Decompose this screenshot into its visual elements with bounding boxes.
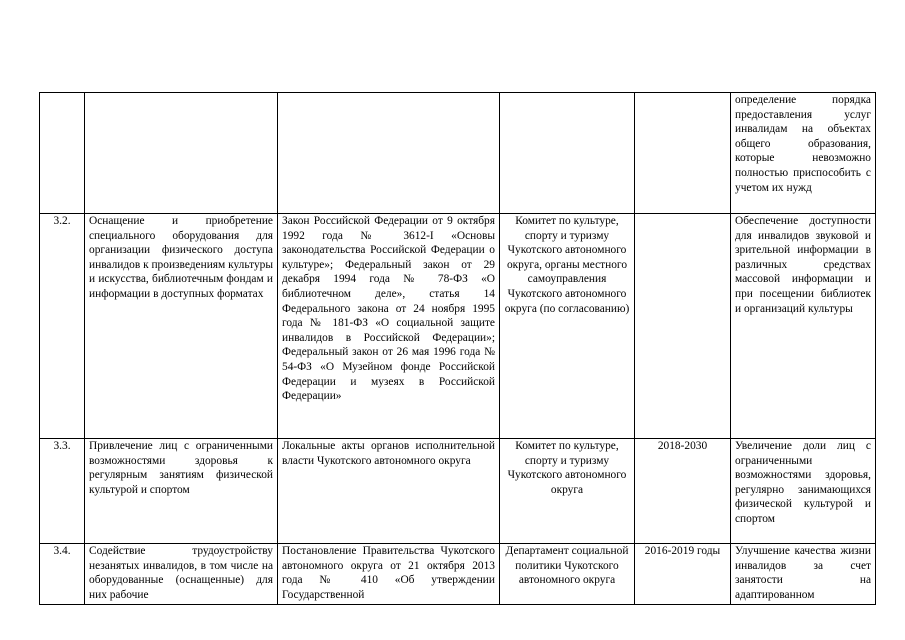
term-cell: 2018-2030 xyxy=(635,439,731,544)
measure-name-cell xyxy=(85,93,278,214)
term-cell xyxy=(635,93,731,214)
measure-name-cell: Содействие трудоустройству незанятых инвалидов, в том числе на оборудованные (оснащенные) для них рабочие xyxy=(85,544,278,605)
term-cell xyxy=(635,214,731,439)
result-cell: Улучшение качества жизни инвалидов за счет занятости на адаптированном xyxy=(731,544,876,605)
legal-basis-cell xyxy=(278,93,500,214)
table-row xyxy=(40,544,876,605)
table-row xyxy=(40,93,876,214)
result-cell: Обеспечение доступности для инвалидов звуковой и зрительной информации в различных средствах массовой информации и при посещении библиотек и организаций культуры xyxy=(731,214,876,439)
executor-cell: Комитет по культуре, спорту и туризму Чукотского автономного округа xyxy=(500,439,635,544)
result-cell: определение порядка предоставления услуг инвалидам на объектах общего образования, которые невозможно полностью приспособить с учетом их нужд xyxy=(731,93,876,214)
table-row xyxy=(40,214,876,439)
result-cell: Увеличение доли лиц с ограниченными возможностями здоровья, регулярно занимающихся физической культурой и спортом xyxy=(731,439,876,544)
row-number-cell: 3.4. xyxy=(40,544,85,605)
table-row xyxy=(40,439,876,544)
row-number-cell: 3.3. xyxy=(40,439,85,544)
executor-cell: Департамент социальной политики Чукотского автономного округа xyxy=(500,544,635,605)
row-number-cell xyxy=(40,93,85,214)
term-cell: 2016-2019 годы xyxy=(635,544,731,605)
row-number-cell: 3.2. xyxy=(40,214,85,439)
executor-cell xyxy=(500,93,635,214)
legal-basis-cell: Закон Российской Федерации от 9 октября 1992 года № 3612-I «Основы законодательства Российской Федерации о культуре»; Федеральный закон от 29 декабря 1994 года № 78-ФЗ «О библиотечном деле», статья 14 Федерального закона от 24 ноября 1995 года № 181-ФЗ «О социальной защите инвалидов в Российской Федерации»; Федеральный закон от 26 мая 1996 года № 54-ФЗ «О Музейном фонде Российской Федерации и музеях в Российской Федерации» xyxy=(278,214,500,439)
measure-name-cell: Оснащение и приобретение специального оборудования для организации физического доступа инвалидов к произведениям культуры и искусства, библиотечным фондам и информации в доступных форматах xyxy=(85,214,278,439)
measure-name-cell: Привлечение лиц с ограниченными возможностями здоровья к регулярным занятиям физической культурой и спортом xyxy=(85,439,278,544)
legal-basis-cell: Постановление Правительства Чукотского автономного округа от 21 октября 2013 года № 410 «Об утверждении Государственной xyxy=(278,544,500,605)
legal-basis-cell: Локальные акты органов исполнительной власти Чукотского автономного округа xyxy=(278,439,500,544)
measures-table xyxy=(39,92,876,605)
executor-cell: Комитет по культуре, спорту и туризму Чукотского автономного округа, органы местного самоуправления Чукотского автономного округа (по согласованию) xyxy=(500,214,635,439)
